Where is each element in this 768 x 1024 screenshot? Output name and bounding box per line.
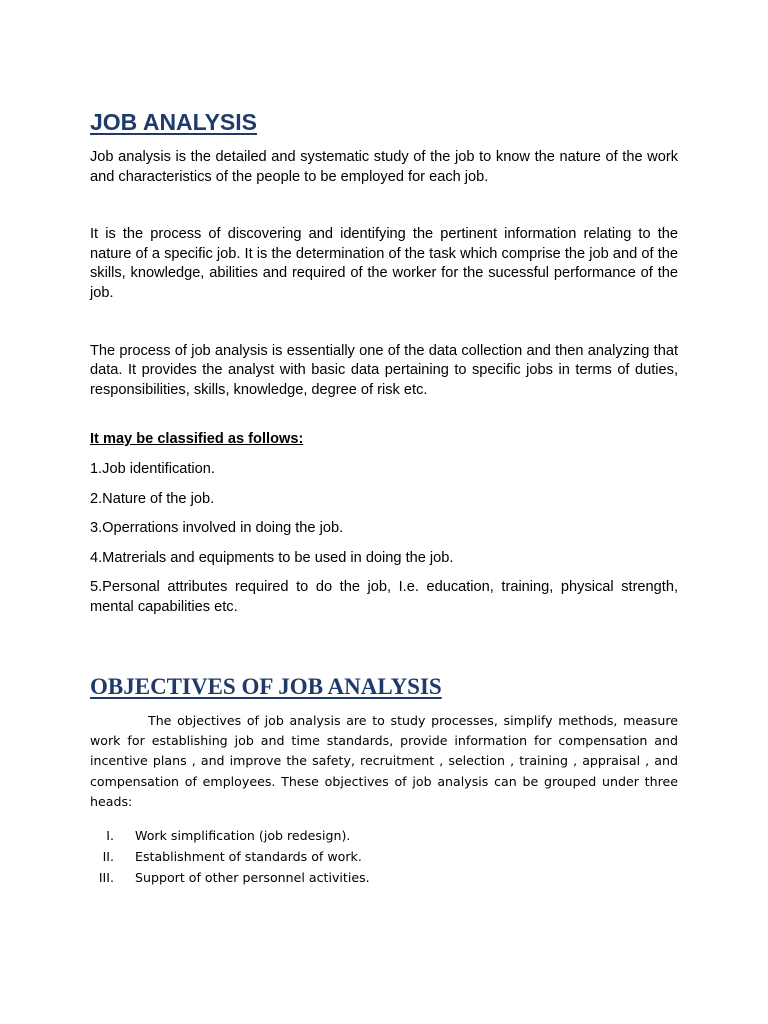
document-content <box>90 108 678 888</box>
list-item: 5.Personal attributes required to do the job, I.e. education, training, physical strength, mental capabilities etc. <box>90 579 678 615</box>
list-item-number: I. <box>106 828 114 844</box>
list-item: 2.Nature of the job. <box>90 490 215 507</box>
list-item: 3.Operrations involved in doing the job. <box>90 520 344 537</box>
paragraph-definition: Job analysis is the detailed and systematic study of the job to know the nature of the work and characteristics of the people to be employed for each job. <box>90 149 678 185</box>
classification-heading: It may be classified as follows: <box>90 431 304 448</box>
list-item <box>90 867 678 888</box>
list-item-number: III. <box>98 870 114 886</box>
objectives-paragraph: The objectives of job analysis are to study processes, simplify methods, measure work for establishing job and time standards, provide information for compensation and incentive plans , and improve the safety, recruitment , selection , training , appraisal , and compensation of employees. These objectives of job analysis can be grouped under three heads: <box>90 712 678 810</box>
list-item <box>90 825 678 846</box>
list-item-text: Support of other personnel activities. <box>135 870 370 886</box>
list-item-text: Establishment of standards of work. <box>135 849 362 865</box>
paragraph-process: It is the process of discovering and identifying the pertinent information relating to the nature of a specific job. It is the determination of the task which comprise the job and of the skills, knowledge, abilities and required of the worker for the sucessful performance of the job. <box>90 226 678 301</box>
classification-list <box>90 460 678 618</box>
list-item: 4.Matrerials and equipments to be used in doing the job. <box>90 549 454 566</box>
list-item-number: II. <box>102 849 114 865</box>
objectives-title: OBJECTIVES OF JOB ANALYSIS <box>90 673 442 699</box>
page-title: JOB ANALYSIS <box>90 109 258 135</box>
objective-heads-list <box>90 825 678 888</box>
list-item: 1.Job identification. <box>90 460 215 477</box>
list-item <box>90 846 678 867</box>
paragraph-data-collection: The process of job analysis is essentially one of the data collection and then analyzing that data. It provides the analyst with basic data pertaining to specific jobs in terms of duties, responsibilities, skills, knowledge, degree of risk etc. <box>90 342 678 398</box>
list-item-text: Work simplification (job redesign). <box>135 828 351 844</box>
